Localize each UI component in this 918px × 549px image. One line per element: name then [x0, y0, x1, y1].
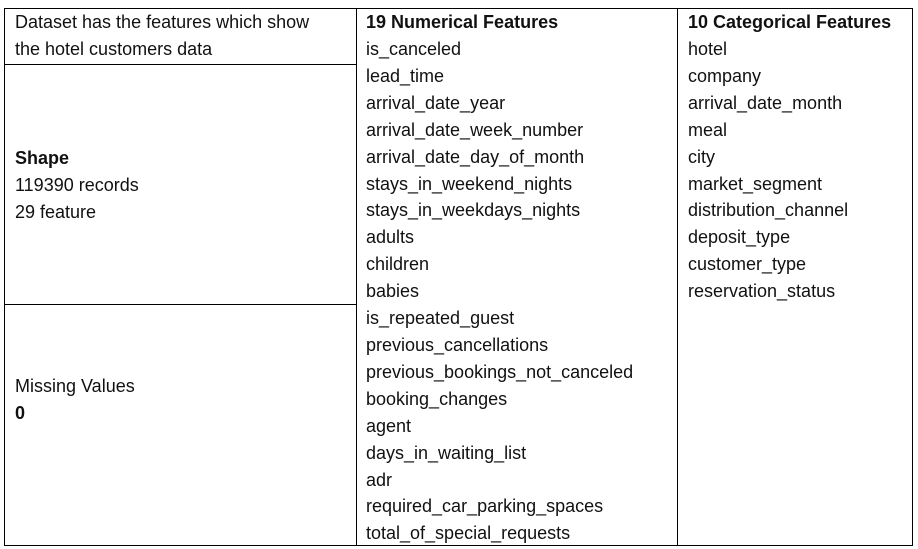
numerical-feature-item: babies [366, 281, 420, 302]
missing-values-label: Missing Values [15, 376, 135, 396]
categorical-feature-item: arrival_date_month [688, 92, 843, 113]
numerical-feature-item: arrival_date_day_of_month [366, 146, 585, 167]
row-divider-2 [5, 304, 356, 305]
categorical-feature-item: city [688, 146, 715, 167]
categorical-features-cell [688, 9, 913, 305]
categorical-features-list [688, 36, 913, 305]
numerical-feature-item: lead_time [366, 65, 445, 86]
column-divider-2 [677, 9, 678, 545]
dataset-description-line-2: the hotel customers data [15, 39, 213, 59]
numerical-feature-item: stays_in_weekdays_nights [366, 200, 581, 221]
shape-heading: Shape [15, 148, 70, 168]
features-table [4, 8, 913, 546]
dataset-description-cell [15, 9, 355, 63]
numerical-feature-item: stays_in_weekend_nights [366, 173, 573, 194]
numerical-feature-item: required_car_parking_spaces [366, 496, 604, 517]
shape-cell [15, 145, 355, 226]
numerical-feature-item: arrival_date_year [366, 92, 506, 113]
numerical-feature-item: agent [366, 415, 412, 436]
dataset-description-line-1: Dataset has the features which show [15, 12, 310, 32]
shape-records: 119390 records [15, 175, 139, 195]
categorical-feature-item: meal [688, 119, 728, 140]
missing-values-count: 0 [15, 403, 26, 423]
missing-values-cell [15, 373, 355, 427]
numerical-feature-item: adr [366, 469, 393, 490]
categorical-feature-item: distribution_channel [688, 200, 849, 221]
categorical-feature-item: market_segment [688, 173, 823, 194]
column-divider-1 [356, 9, 357, 545]
numerical-features-header: 19 Numerical Features [366, 12, 559, 32]
numerical-feature-item: days_in_waiting_list [366, 442, 527, 463]
numerical-feature-item: previous_cancellations [366, 334, 549, 355]
numerical-feature-item: children [366, 254, 430, 275]
row-divider-1 [5, 64, 356, 65]
categorical-feature-item: hotel [688, 39, 728, 59]
numerical-feature-item: previous_bookings_not_canceled [366, 361, 634, 382]
categorical-feature-item: customer_type [688, 254, 807, 275]
numerical-feature-item: booking_changes [366, 388, 508, 409]
categorical-feature-item: company [688, 65, 762, 86]
numerical-feature-item: adults [366, 227, 415, 248]
numerical-features-cell [366, 9, 676, 547]
numerical-feature-item: is_canceled [366, 39, 462, 59]
numerical-feature-item: arrival_date_week_number [366, 119, 584, 140]
numerical-feature-item: is_repeated_guest [366, 308, 515, 329]
numerical-feature-item: total_of_special_requests [366, 523, 571, 544]
categorical-features-header: 10 Categorical Features [688, 12, 892, 32]
shape-features: 29 feature [15, 202, 97, 222]
categorical-feature-item: deposit_type [688, 227, 791, 248]
numerical-features-list [366, 36, 676, 547]
categorical-feature-item: reservation_status [688, 281, 836, 302]
